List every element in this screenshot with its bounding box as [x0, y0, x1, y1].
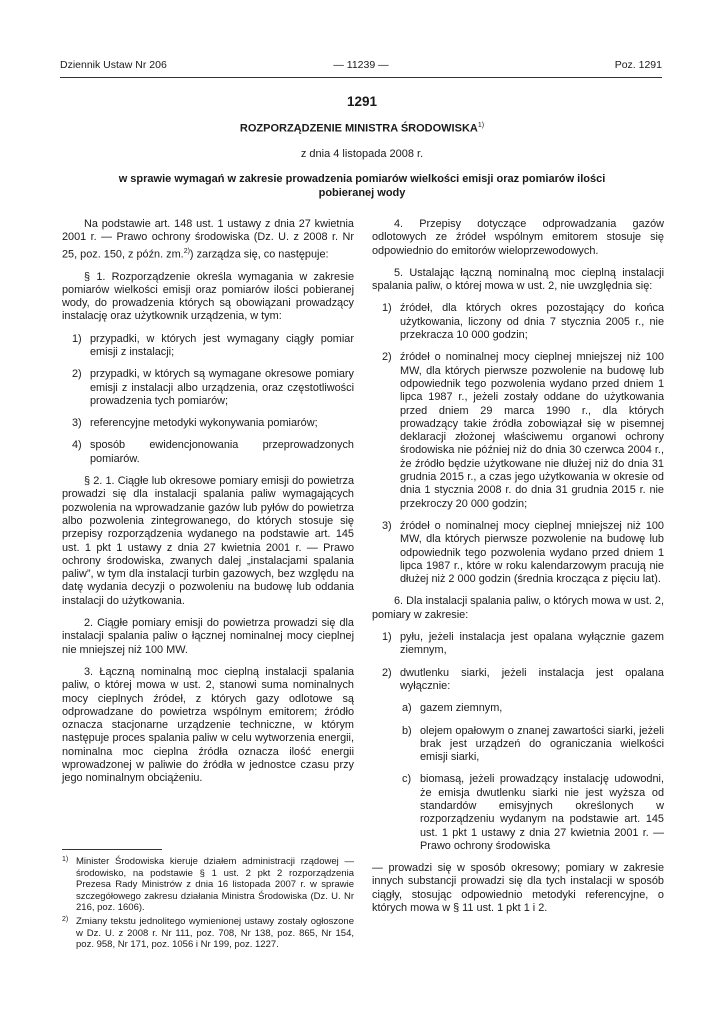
section-2-paragraph-2: 2. Ciągłe pomiary emisji do powietrza prowadzi się dla instalacji spalania paliw o łącznej nominalnej mocy cieplnej nie mniejszej niż 100 MW. — [62, 617, 354, 656]
intro-footnote-ref[interactable]: 2) — [183, 247, 190, 255]
footnotes — [62, 856, 354, 953]
footnote-rule — [62, 849, 162, 850]
sub-list-item — [402, 702, 664, 715]
right-column — [372, 218, 664, 924]
page-header — [60, 59, 662, 77]
list-item-number: 1) — [382, 631, 392, 644]
act-number: 1291 — [346, 94, 378, 109]
list-item-number: 3) — [382, 519, 392, 532]
list-item — [382, 302, 664, 342]
list-item-text: przypadki, w których jest wymagany ciągły pomiar emisji z instalacji; — [90, 332, 354, 358]
position-number: Poz. 1291 — [614, 59, 662, 71]
list-item-text: źródeł, dla których okres pozostający do końca użytkowania, liczony od dnia 7 stycznia 2005 r., nie przekracza 10 000 godzin; — [400, 302, 664, 342]
list-item-number: 2) — [382, 351, 392, 364]
sub-list-item-text: biomasą, jeżeli prowadzący instalację udowodni, że emisja dwutlenku siarki nie jest wyższa od standardów emisyjnych określonych w rozporządzeniu wydanym na podstawie art. 145 ust. 1 pkt 1 ustawy z dnia 27 kwietnia 2001 r. — Prawo ochrony środowiska — [420, 773, 664, 852]
list-item — [382, 631, 664, 658]
section-2-paragraph-1: § 2. 1. Ciągłe lub okresowe pomiary emisji do powietrza prowadzi się dla instalacji spalania paliw wymagających pozwolenia na wprowadzanie gazów lub pyłów do powietrza albo pozwolenia zintegrowanego, do których stosuje się przepisy rozporządzenia wydanego na podstawie art. 145 ust. 1 pkt 1 ustawy z dnia 27 kwietnia 2001 r. — Prawo ochrony środowiska, zwanych dalej „instalacjami spalania paliw”, w tym dla instalacji turbin gazowych, bez względu na datę wydania decyzji o pozwoleniu na budowę lub oddania instalacji do użytkowania. — [62, 475, 354, 607]
list-item-number: 3) — [72, 417, 82, 430]
list-item — [382, 351, 664, 511]
list-item-text: dwutlenku siarki, jeżeli instalacja jest opalana wyłącznie: — [400, 666, 664, 692]
list-item-number: 1) — [382, 302, 392, 315]
act-date: z dnia 4 listopada 2008 r. — [300, 148, 424, 160]
act-title-text: ROZPORZĄDZENIE MINISTRA ŚRODOWISKA — [239, 122, 478, 135]
sub-list-item-letter: b) — [402, 724, 412, 737]
section-2-paragraph-6: 6. Dla instalacji spalania paliw, o których mowa w ust. 2, pomiary w zakresie: — [372, 595, 664, 621]
footnote — [62, 856, 354, 914]
act-title-footnote-ref[interactable]: 1) — [477, 122, 485, 129]
list-item — [72, 439, 354, 466]
list-item-text: referencyjne metodyki wykonywania pomiarów; — [90, 417, 318, 430]
footnote-text: Zmiany tekstu jednolitego wymienionej ustawy zostały ogłoszone w Dz. U. z 2008 r. Nr 111, poz. 708, Nr 138, poz. 865, Nr 154, poz. 958, Nr 171, poz. 1056 i Nr 199, poz. 1227. — [76, 915, 354, 951]
list-item — [72, 368, 354, 408]
page-number: — 11239 — — [333, 59, 389, 71]
list-item — [382, 667, 664, 694]
sub-list-item-letter: c) — [402, 773, 412, 786]
intro-text-b: ) zarządza się, co następuje: — [189, 248, 329, 261]
section-2-paragraph-5: 5. Ustalając łączną nominalną moc cieplną instalacji spalania paliw, o której mowa w ust. 2, nie uwzględnia się: — [372, 266, 664, 293]
footnote-number: 1) — [62, 856, 69, 863]
list-item-text: źródeł o nominalnej mocy cieplnej mniejszej niż 100 MW, dla których pierwsze pozwolenie na budowę lub odpowiednik tego pozwolenia wydano przed dniem 1 lipca 1987 r., jeżeli zostały oddane do użytkowania przed dniem 29 marca 1990 r., dla których prowadzący takie źródła zobowiązał się w pisemnej deklaracji złożonej właściwemu organowi ochrony środowiska nie później niż do dnia 30 czerwca 2004 r., że źródło będzie użytkowane nie dłużej niż do dnia 31 grudnia 2015 r., a czas jego użytkowania w okresie od dnia 1 stycznia 2008 r. do dnia 31 grudnia 2015 r. nie przekroczy 20 000 godzin; — [400, 351, 664, 510]
intro-text-a: Na podstawie art. 148 ust. 1 ustawy z dnia 27 kwietnia 2001 r. — Prawo ochrony środowiska (Dz. U. z 2008 r. Nr 25, poz. 150, z późn. zm. — [62, 218, 354, 261]
section-2-paragraph-4: 4. Przepisy dotyczące odprowadzania gazów odlotowych ze źródeł wspólnym emitorem stosuje się odpowiednio do emitorów wieloprzewodowych. — [372, 218, 664, 257]
footnote-text: Minister Środowiska kieruje działem administracji rządowej — środowisko, na podstawie § 1 ust. 2 pkt 2 rozporządzenia Prezesa Rady Ministrów z dnia 16 listopada 2007 r. w sprawie szczegółowego zakresu działania Ministra Środowiska (Dz. U. Nr 216, poz. 1606). — [76, 856, 354, 914]
list-item-number: 2) — [382, 666, 392, 679]
list-item — [382, 520, 664, 586]
section-2-paragraph-6-closing: — prowadzi się w sposób okresowy; pomiary w zakresie innych substancji prowadzi się dla tych instalacji w sposób ciągły, stosując odpowiednio metodyki referencyjne, o których mowa w § 11 ust. 1 pkt 1 i 2. — [372, 862, 664, 915]
list-item — [72, 417, 354, 430]
list-item — [72, 333, 354, 360]
list-item-number: 4) — [72, 439, 82, 452]
list-item-text: sposób ewidencjonowania przeprowadzonych pomiarów. — [90, 439, 354, 465]
section-2-paragraph-3: 3. Łączną nominalną moc cieplną instalacji spalania paliw, o której mowa w ust. 2, stanowi suma nominalnych mocy cieplnych źródeł, z których gazy odlotowe są odprowadzane do powietrza wspólnym emitorem; źródło oznacza stacjonarne urządzenie techniczne, w którym następuje proces spalania paliw w celu wytworzenia energii, nominalna moc cieplna źródła oznacza ilość energii wprowadzonej w paliwie do źródła w jednostce czasu przy jego nominalnym obciążeniu. — [62, 665, 354, 785]
footnote — [62, 916, 354, 951]
section-1: § 1. Rozporządzenie określa wymagania w zakresie pomiarów wielkości emisji oraz pomiarów ilości pobieranej wody, do prowadzenia których są obowiązani prowadzący instalację oraz użytkownik urządzenia, w tym: — [62, 270, 354, 323]
list-item-text: pyłu, jeżeli instalacja jest opalana wyłącznie gazem ziemnym, — [400, 631, 664, 657]
header-rule — [60, 77, 662, 78]
sub-list-item-text: olejem opałowym o znanej zawartości siarki, jeżeli brak jest urządzeń do ograniczania wielkości emisji siarki, — [420, 724, 664, 764]
list-item-text: przypadki, w których są wymagane okresowe pomiary emisji z instalacji albo urządzenia, oraz częstotliwości prowadzenia tych pomiarów; — [90, 368, 354, 407]
list-item-number: 1) — [72, 332, 82, 345]
left-column — [62, 218, 354, 795]
sub-list-item-text: gazem ziemnym, — [420, 702, 503, 715]
act-subject: w sprawie wymagań w zakresie prowadzenia pomiarów wielkości emisji oraz pomiarów ilości pobieranej wody — [118, 173, 606, 199]
list-item-text: źródeł o nominalnej mocy cieplnej mniejszej niż 100 MW, dla których pierwsze pozwolenie na budowę lub odpowiednik tego pozwolenia wydano przed dniem 1 lipca 1987 r., które w roku kalendarzowym pracują nie dłużej niż 2 000 godzin (średnia krocząca z pięciu lat). — [400, 519, 664, 586]
footnote-number: 2) — [62, 915, 69, 923]
sub-list-item — [402, 773, 664, 853]
sub-list-item-letter: a) — [402, 702, 412, 715]
list-item-number: 2) — [72, 368, 82, 381]
journal-name: Dziennik Ustaw Nr 206 — [60, 59, 167, 71]
intro-paragraph — [62, 218, 354, 262]
sub-list-item — [402, 725, 664, 765]
act-title — [0, 122, 724, 135]
